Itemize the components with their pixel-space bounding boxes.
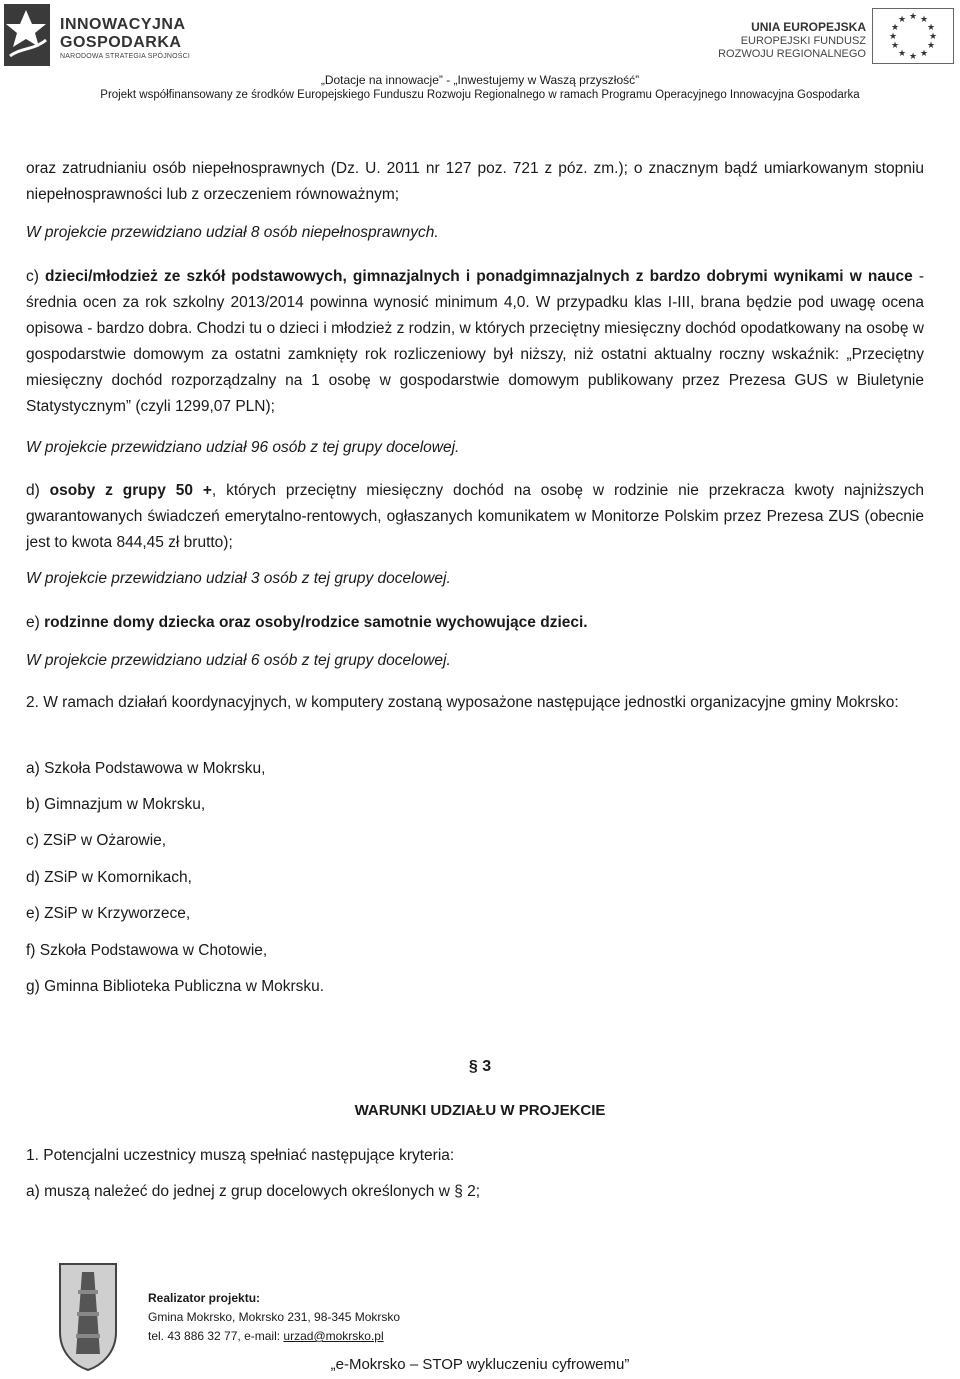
header-project-note: Projekt współfinansowany ze środków Europejskiego Funduszu Rozwoju Regionalnego w ramach Programu Operacyjnego Innowacyjna Gospodarka [100, 89, 860, 101]
svg-text:★: ★ [919, 15, 929, 25]
svg-text:★: ★ [897, 15, 907, 25]
eu-logo [718, 6, 958, 66]
svg-text:★: ★ [897, 49, 907, 59]
e-bold: rodzinne domy dziecka oraz osoby/rodzice samotnie wychowujące dzieci. [44, 614, 588, 631]
svg-text:★: ★ [908, 12, 918, 22]
note-d: W projekcie przewidziano udział 3 osób z tej grupy docelowej. [26, 570, 451, 587]
logo-left-line3: NARODOWA STRATEGIA SPÓJNOŚCI [60, 53, 191, 60]
eu-logo-line1: UNIA EUROPEJSKA [751, 20, 866, 34]
innowacyjna-gospodarka-logo [4, 4, 204, 64]
list-item: a) Szkoła Podstawowa w Mokrsku, [26, 760, 266, 777]
list-item: d) ZSiP w Komornikach, [26, 869, 192, 886]
list-item: f) Szkoła Podstawowa w Chotowie, [26, 942, 268, 959]
paragraph-e [26, 610, 924, 636]
svg-text:★: ★ [919, 49, 929, 59]
footer-label: Realizator projektu: [148, 1291, 261, 1305]
d-prefix: d) [26, 482, 50, 499]
footer-slogan: „e-Mokrsko – STOP wykluczeniu cyfrowemu” [330, 1356, 630, 1373]
footer-contact-prefix: tel. 43 886 32 77, e-mail: [148, 1329, 284, 1343]
list-item: c) ZSiP w Ożarowie, [26, 832, 167, 849]
header-slogan: „Dotacje na innowacje” - „Inwestujemy w Waszą przyszłość” [320, 73, 640, 87]
paragraph-2: 2. W ramach działań koordynacyjnych, w komputery zostaną wyposażone następujące jednostki organizacyjne gminy Mokrsko: [26, 694, 899, 711]
list-item: g) Gminna Biblioteka Publiczna w Mokrsku. [26, 978, 325, 995]
svg-text:★: ★ [888, 32, 898, 42]
paragraph-b-continuation: oraz zatrudnianiu osób niepełnosprawnych (Dz. U. 2011 nr 127 poz. 721 z póz. zm.); o znacznym bądź umiarkowanym stopniu niepełnosprawności lub z orzeczeniem równoważnym; [26, 160, 924, 203]
note-e: W projekcie przewidziano udział 6 osób z tej grupy docelowej. [26, 652, 451, 669]
eu-logo-line2: EUROPEJSKI FUNDUSZ [740, 35, 866, 47]
section3-item-a: a) muszą należeć do jednej z grup docelowych określonych w § 2; [26, 1183, 481, 1200]
section3-paragraph-1: 1. Potencjalni uczestnicy muszą spełniać następujące kryteria: [26, 1147, 455, 1164]
section-number: § 3 [468, 1058, 492, 1075]
c-text2: Chodzi tu o dzieci i młodzież z rodzin, w których przeciętny miesięczny dochód opodatkowany na osobę w gospodarstwie domowym za ostatni zamknięty rok rozliczeniowy był niższy, niż ostatni aktualny roczny wskaźnik: „Przeciętny miesięczny dochód rozporządzalny na 1 osobę w gospodarstwie domowym publikowany przez Prezesa GUS w Biuletynie Statystycznym” (czyli 1299,07 PLN); [26, 320, 924, 415]
section-title: WARUNKI UDZIAŁU W PROJEKCIE [354, 1102, 606, 1119]
c-bold: dzieci/młodzież ze szkół podstawowych, gimnazjalnych i ponadgimnazjalnych z bardzo dobrymi wynikami w nauce [45, 268, 913, 285]
svg-text:★: ★ [890, 41, 900, 51]
logo-left-line1: INNOWACYJNA [60, 16, 186, 33]
note-c: W projekcie przewidziano udział 96 osób z tej grupy docelowej. [26, 439, 460, 456]
svg-text:★: ★ [926, 41, 936, 51]
footer-contact [148, 1327, 400, 1346]
d-text: , których przeciętny miesięczny dochód na osobę w rodzinie nie przekracza kwoty najniższych gwarantowanych świadczeń emerytalno-rentowych, ogłaszanych komunikatem w Monitorze Polskim przez Prezesa ZUS (obecnie jest to kwota 844,45 zł brutto); [26, 482, 924, 551]
paragraph-c [26, 264, 924, 420]
d-bold: osoby z grupy 50 + [49, 482, 212, 499]
eu-flag-icon [872, 8, 954, 64]
svg-text:★: ★ [928, 32, 938, 42]
note-b: W projekcie przewidziano udział 8 osób niepełnosprawnych. [26, 224, 439, 241]
footer-info [148, 1289, 400, 1346]
c-prefix: c) [26, 268, 46, 285]
svg-text:★: ★ [926, 23, 936, 33]
c-text1: - średnia ocen za rok szkolny 2013/2014 powinna wynosić minimum 4,0. W przypadku klas I-III, brana będzie pod uwagę ocena opisowa - bardzo dobra. [26, 268, 925, 337]
eu-logo-line3: ROZWOJU REGIONALNEGO [718, 48, 866, 60]
svg-text:★: ★ [890, 23, 900, 33]
list-item: e) ZSiP w Krzyworzece, [26, 905, 191, 922]
paragraph-d [26, 478, 924, 556]
footer-address: Gmina Mokrsko, Mokrsko 231, 98-345 Mokrsko [148, 1310, 401, 1324]
innowacyjna-gospodarka-emblem-icon [4, 4, 56, 66]
footer-email-link[interactable]: urzad@mokrsko.pl [283, 1329, 384, 1343]
e-prefix: e) [26, 614, 45, 631]
list-item: b) Gimnazjum w Mokrsku, [26, 796, 206, 813]
logo-left-line2: GOSPODARKA [60, 34, 182, 51]
svg-text:★: ★ [908, 52, 918, 62]
